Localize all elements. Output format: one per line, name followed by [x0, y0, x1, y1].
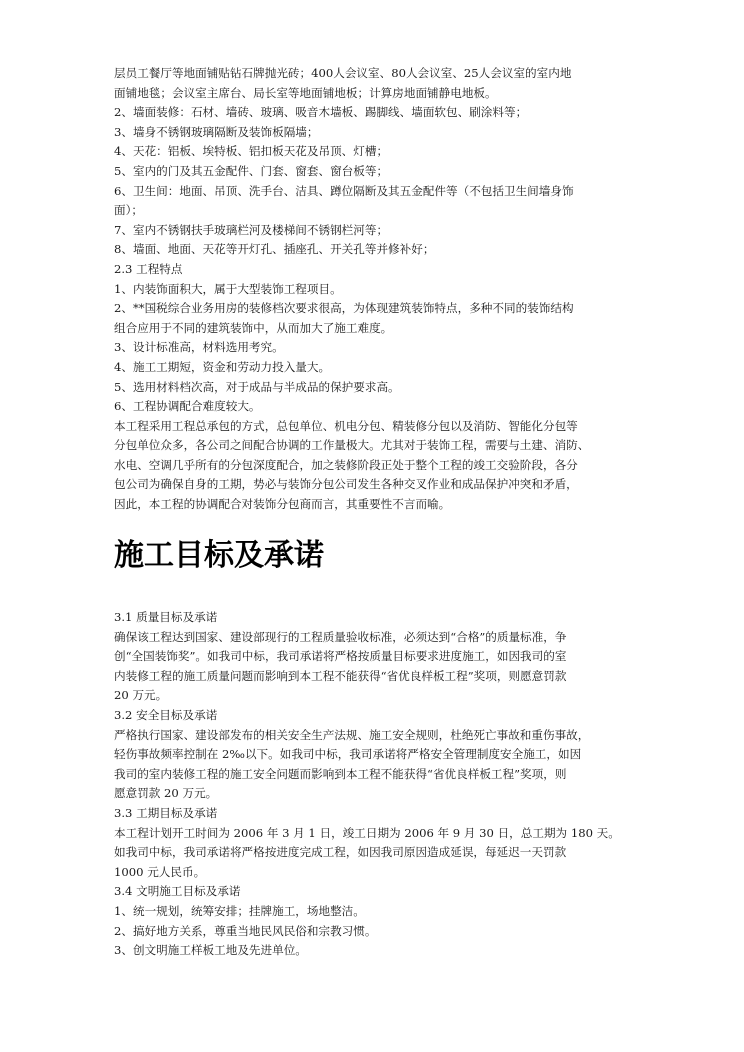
project-scope-section — [114, 64, 634, 515]
text-line: 7、室内不锈钢扶手玻璃栏河及楼梯间不锈钢栏河等； — [114, 222, 389, 237]
text-line: 1、统一规划，统筹安排；挂牌施工，场地整洁。 — [114, 903, 365, 918]
text-line: 4、天花：铝板、埃特板、铝扣板天花及吊顶、灯槽； — [114, 144, 389, 159]
section-heading: 施工目标及承诺 — [114, 538, 324, 573]
text-line: 内装修工程的施工质量问题而影响到本工程不能获得“省优良样板工程”奖项，则愿意罚款 — [114, 668, 567, 683]
text-line: 3、设计标准高，材料选用考究。 — [114, 340, 284, 355]
text-line: 严格执行国家、建设部发布的相关安全生产法规、施工安全规则，杜绝死亡事故和重伤事故， — [114, 727, 590, 742]
text-line: 6、卫生间：地面、吊顶、洗手台、洁具、蹲位隔断及其五金配件等（不包括卫生间墙身饰 — [114, 183, 574, 198]
text-line: 面铺地毯；会议室主席台、局长室等地面铺地板；计算房地面铺静电地板。 — [114, 85, 497, 100]
text-line: 水电、空调几乎所有的分包深度配合，加之装修阶段正处于整个工程的竣工交验阶段，各分 — [114, 457, 578, 472]
text-line: 分包单位众多，各公司之间配合协调的工作量极大。尤其对于装饰工程，需要与土建、消防、 — [114, 438, 590, 453]
text-line: 2.3 工程特点 — [114, 261, 183, 276]
text-line: 因此，本工程的协调配合对装饰分包商而言，其重要性不言而喻。 — [114, 497, 451, 512]
text-line: 组合应用于不同的建筑装饰中，从而加大了施工难度。 — [114, 320, 393, 335]
text-line: 5、室内的门及其五金配件、门套、窗套、窗台板等； — [114, 163, 389, 178]
text-line: 4、施工工期短，资金和劳动力投入量大。 — [114, 359, 331, 374]
goals-section — [114, 608, 634, 961]
text-line: 包公司为确保自身的工期，势必与装饰分包公司发生各种交叉作业和成品保护冲突和矛盾， — [114, 477, 578, 492]
text-line: 3、创文明施工样板工地及先进单位。 — [114, 943, 307, 958]
text-line: 3、墙身不锈钢玻璃隔断及装饰板隔墙； — [114, 124, 319, 139]
text-line: 3.1 质量目标及承诺 — [114, 610, 218, 624]
text-line: 如我司中标，我司承诺将严格按进度完成工程，如因我司原因造成延误，每延迟一天罚款 — [114, 845, 567, 860]
text-line: 2、**国税综合业务用房的装修档次要求很高，为体现建筑装饰特点，多种不同的装饰结构 — [114, 301, 574, 316]
text-line: 1000 元人民币。 — [114, 864, 206, 879]
text-line: 层员工餐厅等地面铺贴钻石牌抛光砖；400人会议室、80人会议室、25人会议室的室内地 — [114, 66, 572, 80]
text-line: 8、墙面、地面、天花等开灯孔、插座孔、开关孔等并修补好； — [114, 242, 435, 257]
text-line: 面）； — [114, 203, 143, 218]
text-line: 3.2 安全目标及承诺 — [114, 707, 218, 722]
text-line: 5、选用材料档次高，对于成品与半成品的保护要求高。 — [114, 379, 400, 394]
text-line: 2、搞好地方关系，尊重当地民风民俗和宗教习惯。 — [114, 923, 377, 938]
text-line: 20 万元。 — [114, 688, 168, 703]
text-line: 本工程计划开工时间为 2006 年 3 月 1 日，竣工日期为 2006 年 9 月 30 日，总工期为 180 天。 — [114, 825, 620, 840]
text-line: 我司的室内装修工程的施工安全问题而影响到本工程不能获得“省优良样板工程”奖项，则 — [114, 766, 567, 781]
text-line: 本工程采用工程总承包的方式，总包单位、机电分包、精装修分包以及消防、智能化分包等 — [114, 418, 578, 433]
text-line: 2、墙面装修：石材、墙砖、玻璃、吸音木墙板、踢脚线、墙面软包、刷涂料等； — [114, 105, 528, 120]
text-line: 创“全国装饰奖”。如我司中标，我司承诺将严格按质量目标要求进度施工，如因我司的室 — [114, 649, 567, 664]
text-line: 3.4 文明施工目标及承诺 — [114, 884, 241, 899]
text-line: 确保该工程达到国家、建设部现行的工程质量验收标准，必须达到“合格”的质量标准，争 — [114, 629, 567, 644]
text-line: 6、工程协调配合难度较大。 — [114, 399, 261, 414]
text-line: 1、内装饰面积大，属于大型装饰工程项目。 — [114, 281, 342, 296]
text-line: 轻伤事故频率控制在 2‰以下。如我司中标，我司承诺将严格安全管理制度安全施工，如因 — [114, 747, 582, 762]
text-line: 3.3 工期目标及承诺 — [114, 805, 218, 820]
text-line: 愿意罚款 20 万元。 — [114, 786, 218, 801]
